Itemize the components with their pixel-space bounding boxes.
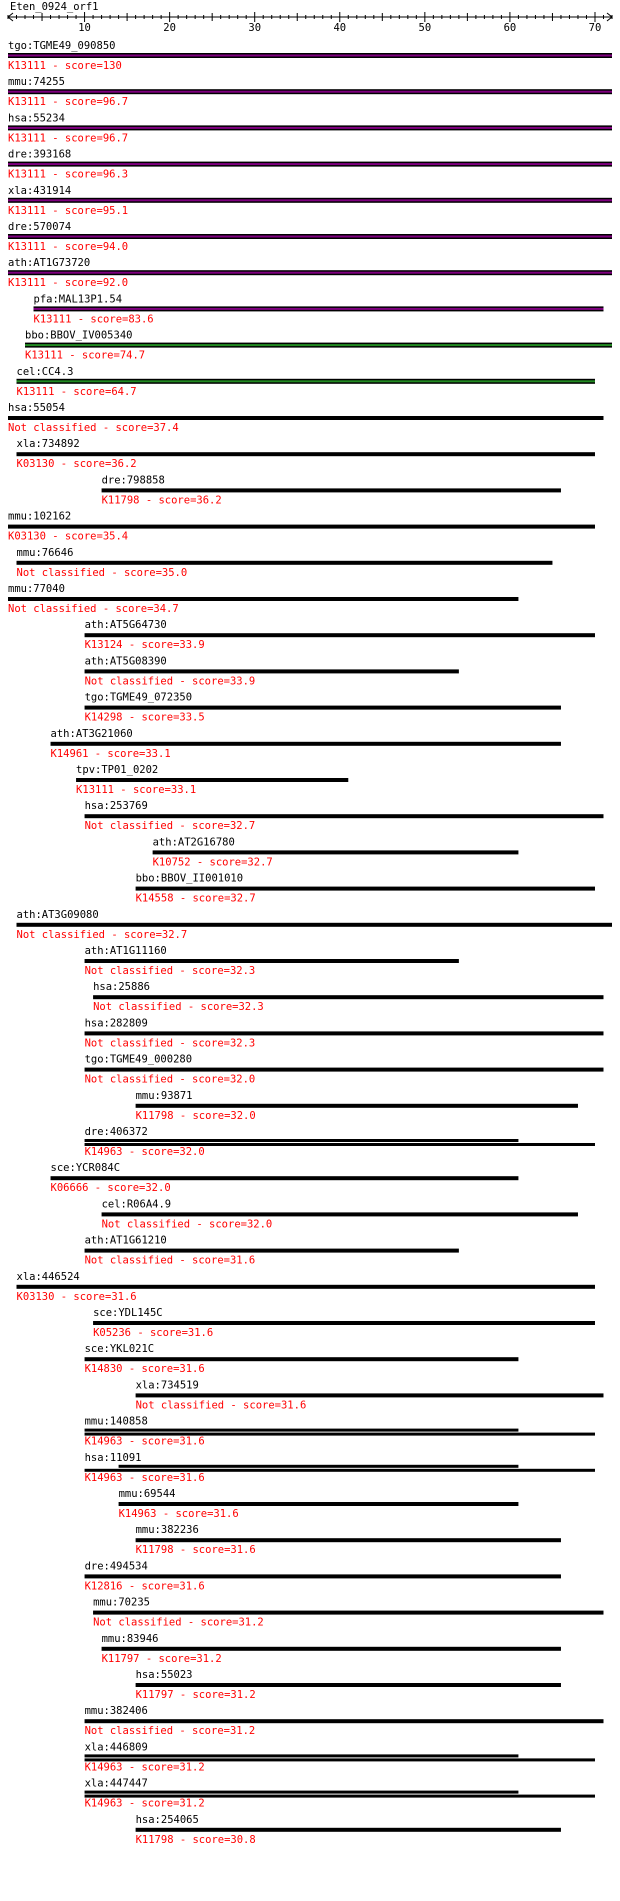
ruler-tick-label: 40 [333,22,347,34]
hit-gene-label[interactable]: ath:AT2G16780 [152,836,235,849]
hit-bar [76,778,348,782]
hit-annotation: K11798 - score=31.6 [135,1544,256,1557]
hit-annotation: Not classified - score=32.0 [101,1218,273,1231]
hit-gene-label[interactable]: mmu:382236 [135,1524,199,1537]
hit-annotation: Not classified - score=32.3 [84,1037,256,1050]
hit-annotation: Not classified - score=32.0 [84,1073,256,1086]
hit-row[interactable] [119,1488,519,1520]
hit-annotation: Not classified - score=31.2 [84,1725,256,1738]
hit-bar [136,1538,561,1542]
hit-gene-label[interactable]: xla:431914 [8,184,72,197]
hit-gene-label[interactable]: sce:YDL145C [93,1307,163,1319]
hit-annotation: Not classified - score=32.7 [84,820,256,833]
hit-row[interactable] [51,1162,519,1194]
hit-gene-label[interactable]: bbo:BBOV_II001010 [135,872,244,885]
ruler-tick-label: 20 [163,22,176,34]
hit-row[interactable] [85,1343,519,1375]
hit-bar-highlight [8,55,612,57]
hit-bar-highlight [8,272,612,274]
hit-gene-label[interactable]: ath:AT5G08390 [84,655,167,668]
hit-gene-label[interactable]: hsa:55023 [135,1669,193,1681]
hit-gene-label[interactable]: sce:YKL021C [84,1343,155,1356]
hit-row[interactable] [85,1235,459,1267]
hit-row[interactable] [85,1778,595,1810]
ruler-tick-label: 10 [78,22,91,34]
hit-gene-label[interactable]: hsa:11091 [84,1451,142,1464]
hit-bar [85,1249,459,1253]
hit-annotation: K13111 - score=33.1 [76,784,197,796]
hit-annotation: K14963 - score=31.6 [84,1435,205,1448]
hit-annotation: K13111 - score=94.0 [8,241,129,253]
hit-bar [85,669,459,673]
hit-bar [51,1176,519,1180]
hit-bar [136,1683,561,1687]
hit-row[interactable] [136,1379,604,1411]
hit-row[interactable] [93,981,603,1013]
ruler-tick-label: 30 [248,22,262,34]
hit-row[interactable] [102,1198,578,1230]
hit-row[interactable] [93,1597,603,1629]
hit-gene-label[interactable]: cel:CC4.3 [16,365,74,378]
hit-gene-label[interactable]: xla:446524 [16,1270,80,1283]
hit-row[interactable] [17,909,612,941]
hit-bar [17,452,595,456]
query-title: Eten_0924_orf1 [10,1,99,13]
hit-annotation: K13111 - score=96.7 [8,132,129,145]
hit-annotation: K06666 - score=32.0 [50,1182,171,1195]
hit-bar-highlight [25,344,612,346]
hit-annotation: K14963 - score=31.6 [118,1508,239,1520]
hit-gene-label[interactable]: dre:798858 [101,474,165,487]
hit-annotation: K11798 - score=36.2 [101,494,222,507]
hit-gene-label[interactable]: dre:406372 [84,1126,148,1138]
hit-gene-label[interactable]: hsa:25886 [93,981,150,994]
hit-gene-label[interactable]: mmu:70235 [93,1596,150,1609]
hit-annotation: K14963 - score=31.2 [84,1761,205,1774]
hit-gene-label[interactable]: ath:AT5G64730 [84,619,167,632]
hit-gene-label[interactable]: tgo:TGME49_090850 [8,40,116,52]
hit-bar [85,1068,604,1072]
hit-annotation: K14963 - score=32.0 [84,1146,205,1158]
hit-bar [93,1321,595,1325]
hit-annotation: K10752 - score=32.7 [152,856,273,869]
hit-gene-label[interactable]: tpv:TP01_0202 [76,764,159,776]
hit-bar [85,1574,561,1578]
hit-annotation: Not classified - score=32.7 [16,928,188,941]
hit-row[interactable] [17,1271,595,1303]
hit-row[interactable] [102,1633,561,1665]
hit-row[interactable] [85,1452,595,1484]
hit-annotation: K13111 - score=96.7 [8,96,129,109]
hit-row[interactable] [17,438,595,470]
hit-row[interactable] [136,1814,561,1846]
hit-row[interactable] [8,185,612,217]
hit-segment-bar [119,1465,519,1468]
hit-bar [85,1719,604,1723]
hit-annotation: K11798 - score=32.0 [135,1109,256,1122]
hit-gene-label[interactable]: tgo:TGME49_072350 [84,691,193,704]
hit-bar [85,814,604,818]
hit-bar [136,1393,604,1397]
hit-annotation: K13111 - score=64.7 [16,385,137,398]
hit-row[interactable] [25,330,612,362]
hit-row[interactable] [85,945,459,977]
hit-gene-label[interactable]: ath:AT3G09080 [16,908,99,921]
hit-row[interactable] [76,764,348,796]
hit-segment-bar [85,1754,519,1757]
hit-annotation: K13111 - score=83.6 [33,313,154,326]
hit-annotation: Not classified - score=32.3 [84,965,256,977]
hit-gene-label[interactable]: hsa:55234 [8,112,65,125]
hit-gene-label[interactable]: xla:734892 [16,438,80,451]
hit-annotation: Not classified - score=31.2 [93,1616,264,1629]
hit-annotation: Not classified - score=35.0 [16,566,188,579]
hit-annotation: K05236 - score=31.6 [93,1327,214,1339]
hit-annotation: K13111 - score=130 [8,60,122,72]
hit-gene-label[interactable]: cel:R06A4.9 [101,1198,172,1211]
hit-annotation: K13111 - score=92.0 [8,277,129,290]
hit-bar [136,1828,561,1832]
hit-gene-label[interactable]: mmu:140858 [84,1415,148,1428]
hit-row[interactable] [153,836,519,868]
ruler-tick-label: 50 [418,22,432,34]
hit-bar [93,995,603,999]
hit-gene-label[interactable]: ath:AT1G73720 [8,257,91,270]
hit-gene-label[interactable]: xla:734519 [135,1379,199,1392]
hit-annotation: K14298 - score=33.5 [84,711,205,724]
hit-row[interactable] [85,800,604,832]
hit-gene-label[interactable]: bbo:BBOV_IV005340 [25,329,133,342]
hit-bar-highlight [8,163,612,165]
hit-bar [119,1502,519,1506]
hit-gene-label[interactable]: ath:AT3G21060 [50,727,133,740]
hit-gene-label[interactable]: mmu:69544 [118,1488,176,1500]
hit-segment-bar [85,1429,519,1432]
hit-annotation: K14961 - score=33.1 [50,747,171,760]
hit-row[interactable] [8,257,612,289]
hit-annotation: Not classified - score=32.3 [93,1001,264,1014]
ruler-tick-label: 60 [503,22,517,34]
hit-bar-highlight [8,127,612,129]
hit-list [8,40,612,1846]
hit-row[interactable] [85,692,561,724]
hit-gene-label[interactable]: dre:494534 [84,1560,148,1573]
hit-annotation: Not classified - score=33.9 [84,675,256,688]
hit-bar-highlight [34,308,604,310]
hit-row[interactable] [8,40,612,72]
hit-row[interactable] [8,149,612,181]
hit-bar [102,1647,561,1651]
position-ruler [8,12,612,34]
hit-row[interactable] [85,1705,604,1737]
hit-bar [17,561,553,565]
hit-row[interactable] [8,76,612,108]
hit-bar [8,525,595,529]
hit-annotation: Not classified - score=31.6 [84,1254,256,1267]
hit-bar [8,416,603,420]
hit-row[interactable] [85,1741,595,1773]
hit-bar [102,1212,578,1216]
hit-gene-label[interactable]: ath:AT1G61210 [84,1234,167,1247]
hit-bar-highlight [8,236,612,238]
hit-bar [85,959,459,963]
hit-row[interactable] [85,619,595,651]
hit-row[interactable] [8,402,603,434]
hit-annotation: K11798 - score=30.8 [135,1833,256,1846]
hit-annotation: K12816 - score=31.6 [84,1580,205,1593]
hit-gene-label[interactable]: sce:YCR084C [50,1162,121,1175]
hit-bar [85,706,561,710]
hit-gene-label[interactable]: xla:447447 [84,1777,148,1790]
hit-bar [17,923,612,927]
hit-annotation: K11797 - score=31.2 [101,1652,222,1665]
hit-row[interactable] [93,1307,595,1339]
hit-annotation: Not classified - score=34.7 [8,603,179,615]
hit-bar [153,850,519,854]
hit-bar [136,887,595,891]
hit-row[interactable] [102,474,561,506]
hit-row[interactable] [17,366,595,398]
hit-gene-label[interactable]: hsa:253769 [84,800,148,813]
hit-row[interactable] [136,873,595,905]
hit-gene-label[interactable]: hsa:254065 [135,1813,199,1826]
hit-bar [51,742,561,746]
hit-bar-highlight [8,199,612,201]
hit-segment-bar [85,1139,519,1142]
hit-bar [102,488,561,492]
hit-row[interactable] [85,1126,595,1158]
hit-bar [85,1357,519,1361]
ruler-tick-label: 70 [588,22,602,34]
hit-row[interactable] [85,1560,561,1592]
hit-gene-label[interactable]: dre:570074 [8,221,72,233]
hit-annotation: Not classified - score=31.6 [135,1399,307,1412]
hit-annotation: K14963 - score=31.2 [84,1797,205,1810]
hit-bar [17,1285,595,1289]
hit-gene-label[interactable]: mmu:74255 [8,76,65,89]
hit-gene-label[interactable]: mmu:77040 [8,583,65,595]
hit-gene-label[interactable]: tgo:TGME49_000280 [84,1053,193,1066]
hit-row[interactable] [85,1416,595,1448]
hit-gene-label[interactable]: ath:AT1G11160 [84,945,167,957]
hit-annotation: K03130 - score=36.2 [16,458,137,471]
hit-annotation: Not classified - score=37.4 [8,422,179,434]
hit-annotation: K14830 - score=31.6 [84,1363,205,1376]
hit-annotation: K13111 - score=95.1 [8,204,129,217]
hit-gene-label[interactable]: mmu:93871 [135,1089,193,1102]
hit-row[interactable] [17,547,553,579]
hit-gene-label[interactable]: hsa:55054 [8,402,65,414]
hit-bar [8,597,518,601]
hit-row[interactable] [8,583,518,615]
hit-row[interactable] [85,1017,604,1049]
hit-annotation: K13111 - score=96.3 [8,168,129,181]
hit-annotation: K13111 - score=74.7 [25,349,146,362]
hit-gene-label[interactable]: dre:393168 [8,148,72,161]
hit-bar-highlight [8,91,612,93]
hit-annotation: K03130 - score=35.4 [8,530,129,543]
hit-annotation: K14558 - score=32.7 [135,892,256,905]
hit-bar-highlight [17,380,595,382]
hit-gene-label[interactable]: pfa:MAL13P1.54 [33,293,123,306]
hit-bar [136,1104,578,1108]
hit-row[interactable] [34,293,604,325]
hit-row[interactable] [85,1054,604,1086]
hit-bar [85,1031,604,1035]
hit-annotation: K13124 - score=33.9 [84,639,205,652]
hit-annotation: K11797 - score=31.2 [135,1689,256,1701]
hit-row[interactable] [85,655,459,687]
hit-gene-label[interactable]: mmu:76646 [16,546,74,559]
hit-annotation: K14963 - score=31.6 [84,1471,205,1484]
hit-gene-label[interactable]: hsa:282809 [84,1017,148,1030]
hit-bar [85,633,595,637]
hit-row[interactable] [8,112,612,144]
hit-row[interactable] [136,1524,561,1556]
hit-row[interactable] [136,1090,578,1122]
hit-gene-label[interactable]: mmu:382406 [84,1705,148,1718]
hit-row[interactable] [8,221,612,253]
hit-segment-bar [85,1791,519,1794]
hit-row[interactable] [51,728,561,760]
hit-bar [93,1611,603,1615]
hit-gene-label[interactable]: mmu:102162 [8,510,72,523]
hit-annotation: K03130 - score=31.6 [16,1290,137,1303]
hit-row[interactable] [8,511,595,543]
hit-gene-label[interactable]: xla:446809 [84,1741,148,1754]
hit-gene-label[interactable]: mmu:83946 [101,1632,159,1645]
hit-row[interactable] [136,1669,561,1701]
